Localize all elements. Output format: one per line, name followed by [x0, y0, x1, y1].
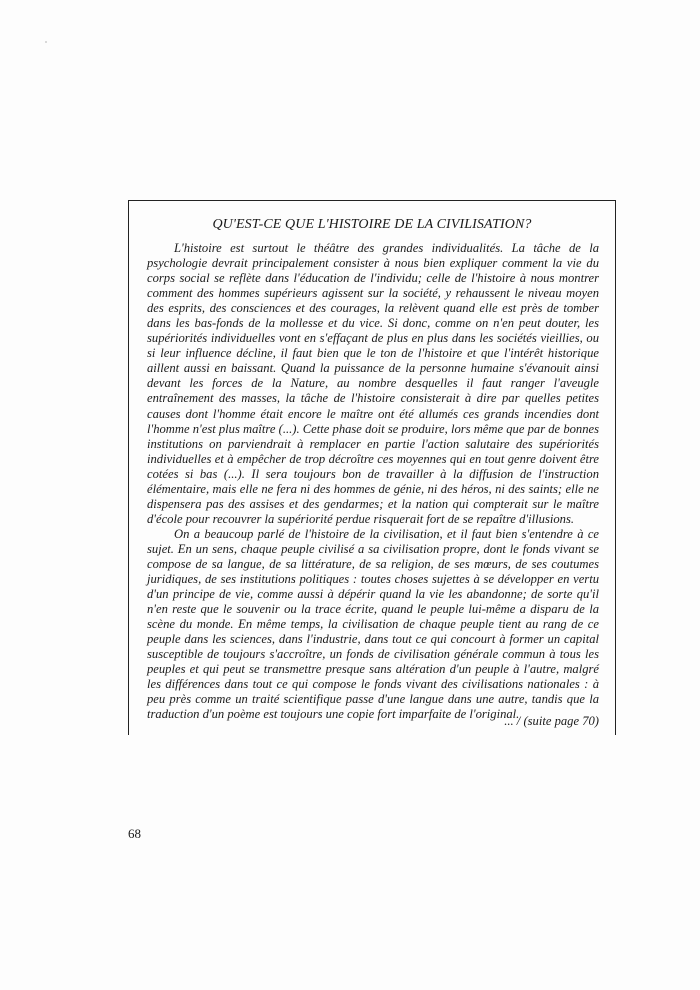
document-title: QU'EST-CE QUE L'HISTOIRE DE LA CIVILISATION? — [212, 217, 532, 232]
scan-speck — [45, 41, 47, 43]
paragraph-1: L'histoire est surtout le théâtre des grandes individualités. La tâche de la psychologie devrait principalement consister à nous bien expliquer comment la vie du corps social se reflète dans l'éducation de l'individu; celle de l'histoire à nous montrer comment des hommes supérieurs agissent sur la société, y rehaussent le niveau moyen des esprits, des consciences et des courages, la relèvent quand elle est près de tomber dans les bas-fonds de la mollesse et du vice. Si donc, comme on n'en peut douter, les supériorités individuelles vont en s'effaçant de plus en plus dans les sociétés vieillies, ou si leur influence décline, il faut bien que le ton de l'histoire et que l'intérêt historique aillent aussi en baissant. Quand la puissance de la personne humaine s'évanouit ainsi devant les forces de la Nature, au nombre desquelles il faut ranger l'aveugle entraînement des masses, la tâche de l'histoire consisterait à dire par quelles petites causes dont l'homme était encore le maître ont été allumés ces grands incendies dont l'homme n'est plus maître (...). Cette phase doit se produire, lors même que par de bonnes institutions on parviendrait à remplacer en partie l'action salutaire des supériorités individuelles et à empêcher de trop décroître ces moyennes qui en tout genre doivent être cotées si bas (...). Il sera toujours bon de travailler à la diffusion de l'instruction élémentaire, mais elle ne fera ni des hommes de génie, ni des héros, ni des saints; elle ne dispensera pas des assises et des gendarmes; et la nation qui compterait sur le maître d'école pour recouvrer la supériorité perdue risquerait fort de se repaître d'illusions. — [147, 241, 599, 526]
paragraph-2: On a beaucoup parlé de l'histoire de la civilisation, et il faut bien s'entendre à ce sujet. En un sens, chaque peuple civilisé a sa civilisation propre, dont le fonds vivant se compose de sa langue, de sa littérature, de sa religion, de ses mœurs, de ses coutumes juridiques, de ses institutions politiques : toutes choses sujettes à se développer en vertu d'un principe de vie, comme aussi à dépérir quand la vie les abandonne; de sorte qu'il n'en reste que le souvenir ou la trace écrite, quand le peuple lui-même a disparu de la scène du monde. En même temps, la civilisation de chaque peuple tient au rang de ce peuple dans les sciences, dans l'industrie, dans tout ce qui concourt à former un capital susceptible de toujours s'accroître, un fonds de civilisation générale commun à tous les peuples et qui peut se transmettre presque sans altération d'un peuple à l'autre, malgré les différences dans tout ce qui compose le fonds vivant des civilisations nationales : à peu près comme un traité scientifique passe d'une langue dans une autre, tandis que la traduction d'un poème est toujours une copie fort imparfaite de l'original. — [147, 526, 599, 722]
body-text — [147, 241, 599, 723]
continuation-note: ... / (suite page 70) — [504, 714, 599, 728]
page-number: 68 — [128, 826, 141, 841]
